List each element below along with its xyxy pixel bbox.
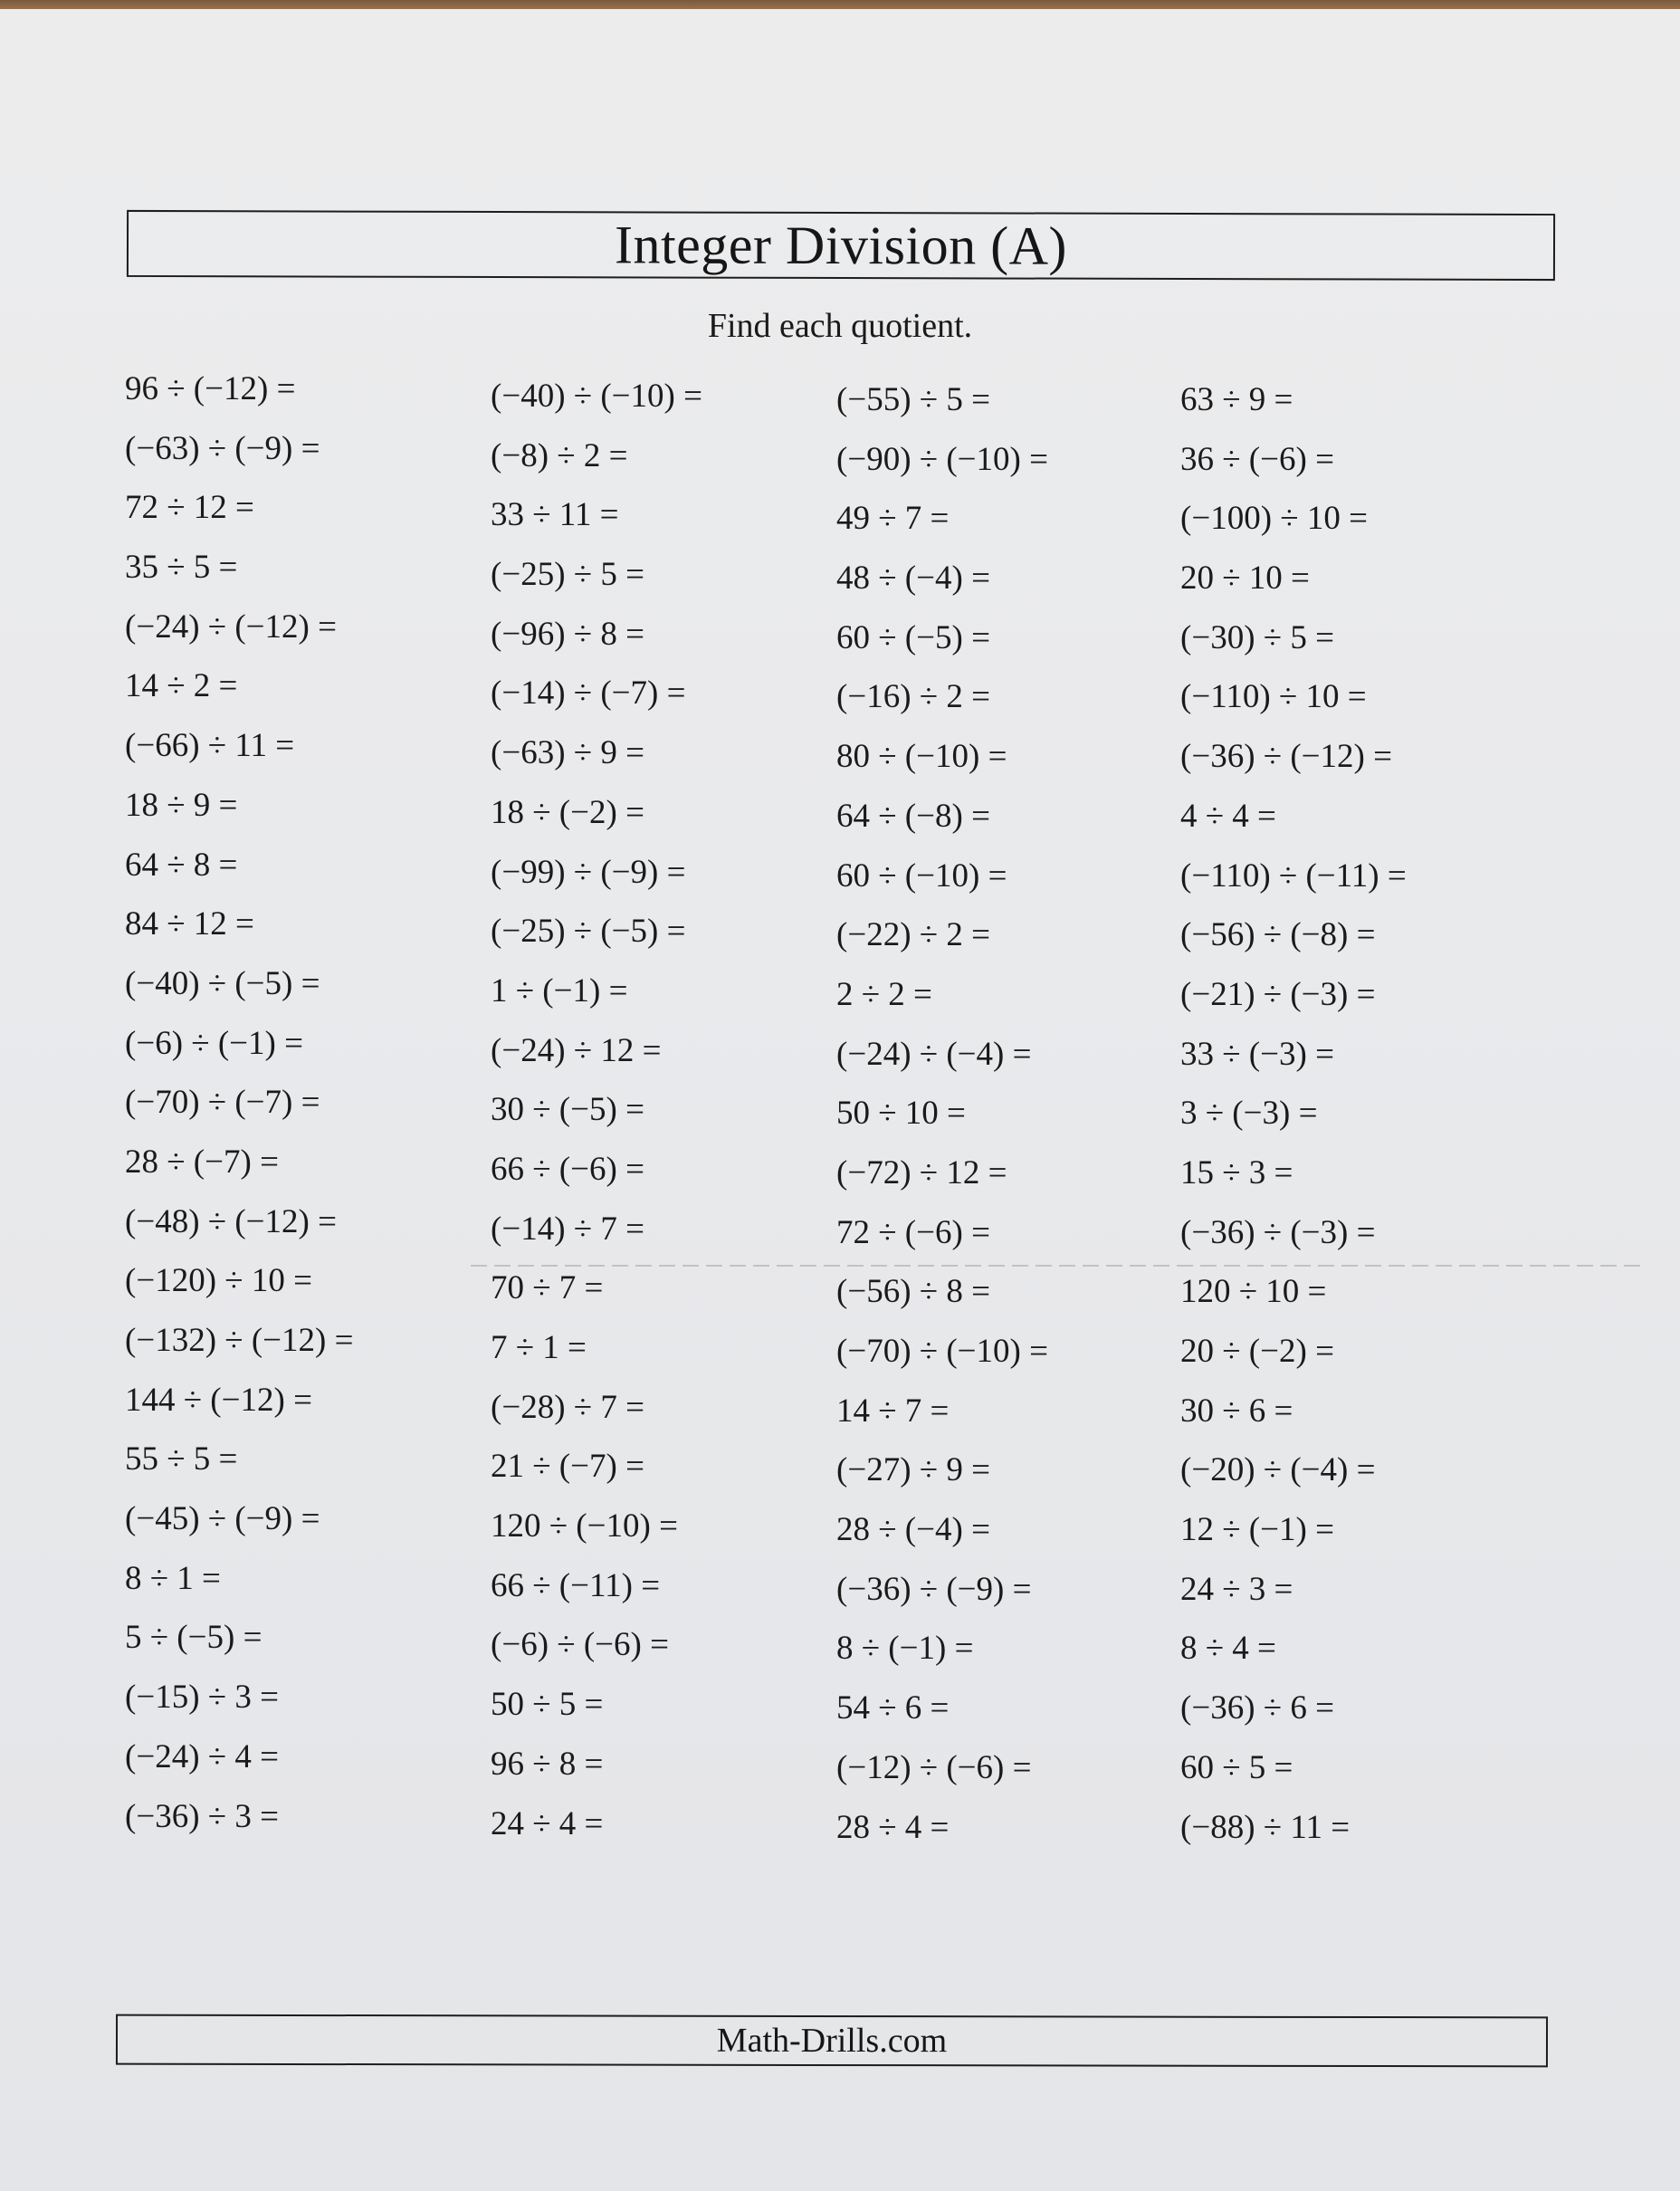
division-problem: 8 ÷ (−1) = [836,1630,974,1668]
division-problem: 72 ÷ (−6) = [836,1213,990,1251]
division-problem: 84 ÷ 12 = [125,905,254,943]
division-problem: 80 ÷ (−10) = [836,738,1007,776]
division-problem: (−12) ÷ (−6) = [836,1748,1032,1786]
division-problem: 24 ÷ 3 = [1180,1570,1293,1608]
worksheet-instructions: Find each quotient. [707,307,973,345]
division-problem: (−24) ÷ 12 = [491,1031,662,1069]
division-problem: (−6) ÷ (−1) = [125,1024,303,1062]
division-problem: (−100) ÷ 10 = [1180,500,1368,538]
division-problem: 20 ÷ 10 = [1180,560,1310,598]
division-problem: 4 ÷ 4 = [1180,797,1276,835]
division-problem: 14 ÷ 7 = [836,1392,950,1430]
division-problem: (−63) ÷ 9 = [491,734,644,772]
division-problem: 30 ÷ 6 = [1180,1392,1293,1430]
division-problem: 3 ÷ (−3) = [1180,1095,1318,1133]
division-problem: (−72) ÷ 12 = [836,1153,1007,1191]
division-problem: (−99) ÷ (−9) = [491,853,686,891]
division-problem: 20 ÷ (−2) = [1180,1333,1334,1370]
division-problem: 36 ÷ (−6) = [1180,440,1334,478]
division-problem: (−70) ÷ (−7) = [125,1084,320,1122]
division-problem: (−70) ÷ (−10) = [836,1333,1048,1370]
division-problem: 54 ÷ 6 = [836,1689,950,1727]
division-problem: (−56) ÷ 8 = [836,1273,990,1311]
division-problem: 33 ÷ 11 = [491,496,619,534]
division-problem: 18 ÷ 9 = [125,786,238,824]
worksheet-title: Integer Division (A) [614,214,1068,276]
division-problem: (−36) ÷ (−9) = [836,1570,1032,1608]
worksheet-page [0,9,1680,2191]
division-problem: (−28) ÷ 7 = [491,1388,644,1426]
division-problem: (−110) ÷ (−11) = [1180,856,1407,895]
division-problem: (−36) ÷ (−3) = [1180,1213,1376,1251]
division-problem: 1 ÷ (−1) = [491,971,628,1009]
division-problem: 8 ÷ 1 = [125,1559,221,1597]
division-problem: (−36) ÷ 6 = [1180,1689,1334,1727]
division-problem: 5 ÷ (−5) = [125,1619,262,1657]
division-problem: (−20) ÷ (−4) = [1180,1451,1376,1489]
division-problem: 63 ÷ 9 = [1180,381,1293,418]
division-problem: 55 ÷ 5 = [125,1440,238,1478]
problem-columns [0,9,1680,1910]
division-problem: 66 ÷ (−11) = [491,1566,661,1604]
division-problem: 30 ÷ (−5) = [491,1091,644,1129]
division-problem: (−110) ÷ 10 = [1180,678,1367,716]
division-problem: 50 ÷ 5 = [491,1686,604,1724]
division-problem: 21 ÷ (−7) = [491,1448,644,1486]
division-problem: 33 ÷ (−3) = [1180,1035,1334,1073]
division-problem: (−21) ÷ (−3) = [1180,975,1376,1013]
division-problem: (−48) ÷ (−12) = [125,1202,337,1240]
division-problem: (−14) ÷ 7 = [491,1210,644,1248]
division-problem: 35 ÷ 5 = [125,549,238,587]
division-problem: 50 ÷ 10 = [836,1095,966,1133]
division-problem: (−96) ÷ 8 = [491,615,644,653]
division-problem: (−132) ÷ (−12) = [125,1322,354,1359]
division-problem: (−55) ÷ 5 = [836,381,990,418]
division-problem: (−88) ÷ 11 = [1180,1808,1351,1846]
division-problem: (−120) ÷ 10 = [125,1262,312,1300]
division-problem: (−45) ÷ (−9) = [125,1500,320,1538]
division-problem: (−27) ÷ 9 = [836,1451,990,1489]
problem-column-3 [836,375,1198,1861]
division-problem: 2 ÷ 2 = [836,975,932,1013]
division-problem: 120 ÷ 10 = [1180,1273,1327,1311]
division-problem: (−25) ÷ (−5) = [491,913,686,951]
division-problem: 60 ÷ (−5) = [836,618,990,656]
division-problem: (−40) ÷ (−5) = [125,964,320,1002]
division-problem: 60 ÷ 5 = [1180,1748,1293,1786]
division-problem: 60 ÷ (−10) = [836,856,1007,895]
division-problem: 15 ÷ 3 = [1180,1153,1293,1191]
division-problem: (−24) ÷ 4 = [125,1737,279,1775]
division-problem: 24 ÷ 4 = [491,1804,604,1842]
division-problem: (−22) ÷ 2 = [836,916,990,954]
division-problem: (−6) ÷ (−6) = [491,1626,669,1664]
problem-column-1 [125,364,487,1851]
division-problem: 18 ÷ (−2) = [491,793,644,831]
division-problem: 64 ÷ (−8) = [836,797,990,835]
division-problem: 7 ÷ 1 = [491,1329,587,1366]
division-problem: (−40) ÷ (−10) = [491,378,702,415]
division-problem: 28 ÷ (−7) = [125,1143,279,1181]
division-problem: 28 ÷ 4 = [836,1808,950,1846]
division-problem: 96 ÷ 8 = [491,1745,604,1783]
problem-column-4 [1180,375,1542,1861]
division-problem: (−15) ÷ 3 = [125,1679,279,1717]
division-problem: 48 ÷ (−4) = [836,560,990,598]
division-problem: 96 ÷ (−12) = [125,370,296,407]
division-problem: (−24) ÷ (−4) = [836,1035,1032,1073]
division-problem: 49 ÷ 7 = [836,500,950,538]
division-problem: (−90) ÷ (−10) = [836,440,1048,478]
division-problem: 72 ÷ 12 = [125,489,254,527]
division-problem: 14 ÷ 2 = [125,667,238,705]
division-problem: (−16) ÷ 2 = [836,678,990,716]
division-problem: (−24) ÷ (−12) = [125,608,337,646]
division-problem: 70 ÷ 7 = [491,1269,604,1307]
division-problem: (−36) ÷ 3 = [125,1797,279,1835]
division-problem: (−36) ÷ (−12) = [1180,738,1392,776]
division-problem: 28 ÷ (−4) = [836,1511,990,1549]
division-problem: 8 ÷ 4 = [1180,1630,1276,1668]
division-problem: (−25) ÷ 5 = [491,556,644,594]
division-problem: 12 ÷ (−1) = [1180,1511,1334,1549]
division-problem: (−66) ÷ 11 = [125,727,295,765]
division-problem: (−56) ÷ (−8) = [1180,916,1376,954]
problem-column-2 [491,371,853,1858]
division-problem: 144 ÷ (−12) = [125,1381,312,1419]
division-problem: 64 ÷ 8 = [125,846,238,884]
division-problem: (−63) ÷ (−9) = [125,429,320,467]
footer-box [116,2014,1548,2068]
division-problem: (−8) ÷ 2 = [491,436,628,474]
division-problem: (−14) ÷ (−7) = [491,675,686,713]
footer-brand: Math-Drills.com [716,2021,948,2061]
division-problem: (−30) ÷ 5 = [1180,618,1334,656]
division-problem: 66 ÷ (−6) = [491,1150,644,1188]
division-problem: 120 ÷ (−10) = [491,1507,678,1545]
